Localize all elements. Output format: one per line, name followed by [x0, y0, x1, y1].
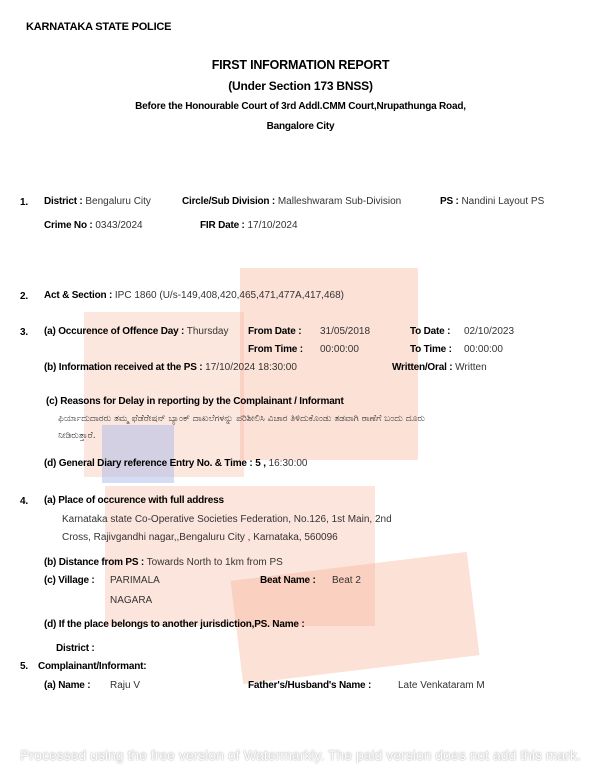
beat-label: Beat Name :	[260, 575, 316, 586]
father-name-value: Late Venkataram M	[398, 680, 485, 691]
org-name: KARNATAKA STATE POLICE	[26, 21, 172, 33]
district-value: Bengaluru City	[85, 196, 151, 207]
to-date-label: To Date :	[410, 326, 451, 337]
circle-label: Circle/Sub Division :	[182, 196, 276, 207]
village-value-line-2: NAGARA	[110, 595, 153, 606]
court-line-1: Before the Honourable Court of 3rd Addl.CMM Court,Nrupathunga Road,	[135, 101, 466, 112]
watermark-text: Processed using the free version of Watermarkly. The paid version does not add this mark.	[20, 747, 581, 763]
act-section-value: IPC 1860 (U/s-149,408,420,465,471,477A,417,468)	[114, 290, 344, 301]
address-line-1: Karnataka state Co-Operative Societies Federation, No.126, 1st Main, 2nd	[62, 514, 392, 525]
offence-day-value: Thursday	[186, 326, 229, 337]
to-time-value: 00:00:00	[464, 344, 503, 355]
info-received-value: 17/10/2024 18:30:00	[205, 362, 297, 373]
address-line-2: Cross, Rajivgandhi nagar,,Bengaluru City , Karnataka, 560096	[62, 532, 338, 543]
delay-reason-line-1: ಫಿರ್ಯಾದುದಾರರು ತಮ್ಮ ಫೆಡೆರೇಷನ್ ಬ್ಯಾಂಕ್ ದಾಖಲೆಗಳನ್ನು ಪರಿಶೀಲಿಸಿ ವಿಚಾರ ತಿಳಿದುಕೊಂಡು ತಡವಾಗಿ ಠಾಣೆಗೆ ಬಂದು ದೂರು	[58, 414, 425, 424]
section-number: 5.	[20, 661, 28, 672]
watermark-shape	[102, 425, 174, 483]
name-label: (a) Name :	[44, 680, 91, 691]
from-date-value: 31/05/2018	[320, 326, 371, 337]
written-oral-value: Written	[455, 362, 487, 373]
district-label: District :	[44, 196, 83, 207]
circle-row	[182, 196, 401, 207]
from-date-label: From Date :	[248, 326, 302, 337]
to-time-label: To Time :	[410, 344, 452, 355]
ps-value: Nandini Layout PS	[461, 196, 545, 207]
jurisdiction-label: (d) If the place belongs to another jurisdiction,PS. Name :	[44, 619, 305, 630]
ps-row	[440, 196, 544, 207]
info-received-row	[44, 362, 297, 373]
document-title: FIRST INFORMATION REPORT	[211, 58, 390, 72]
fir-date-label: FIR Date :	[200, 220, 245, 231]
distance-row	[44, 557, 283, 568]
village-value-line-1: PARIMALA	[110, 575, 160, 586]
crime-value: 0343/2024	[95, 220, 143, 231]
written-oral-row	[392, 362, 487, 373]
from-time-value: 00:00:00	[320, 344, 359, 355]
district-row	[44, 196, 151, 207]
general-diary-time: 16:30:00	[268, 458, 308, 469]
general-diary-row	[44, 458, 308, 469]
info-received-label: (b) Information received at the PS :	[44, 362, 203, 373]
delay-reason-label: (c) Reasons for Delay in reporting by the Complainant / Informant	[46, 396, 344, 407]
village-label: (c) Village :	[44, 575, 95, 586]
general-diary-entry: 5 ,	[255, 458, 266, 469]
section-number: 3.	[20, 327, 28, 338]
document-subtitle: (Under Section 173 BNSS)	[228, 79, 373, 93]
written-oral-label: Written/Oral :	[392, 362, 453, 373]
distance-value: Towards North to 1km from PS	[146, 557, 283, 568]
act-section-label: Act & Section :	[44, 290, 113, 301]
circle-value: Malleshwaram Sub-Division	[277, 196, 402, 207]
general-diary-label: (d) General Diary reference Entry No. & Time :	[44, 458, 253, 469]
section-number: 4.	[20, 496, 28, 507]
court-line-2: Bangalore City	[266, 121, 335, 132]
beat-value: Beat 2	[332, 575, 361, 586]
from-time-label: From Time :	[248, 344, 303, 355]
fir-date-value: 17/10/2024	[247, 220, 298, 231]
offence-day-row	[44, 326, 228, 337]
section-number: 1.	[20, 197, 28, 208]
act-section-row	[44, 290, 344, 301]
ps-label: PS :	[440, 196, 459, 207]
crime-row	[44, 220, 143, 231]
distance-label: (b) Distance from PS :	[44, 557, 145, 568]
offence-day-label: (a) Occurence of Offence Day :	[44, 326, 185, 337]
father-name-label: Father's/Husband's Name :	[248, 680, 372, 691]
section-number: 2.	[20, 291, 28, 302]
crime-label: Crime No :	[44, 220, 93, 231]
to-date-value: 02/10/2023	[464, 326, 515, 337]
delay-reason-line-2: ನೀಡಿರುತ್ತಾರೆ.	[58, 431, 96, 441]
name-value: Raju V	[110, 680, 141, 691]
jurisdiction-district-label: District :	[56, 643, 95, 654]
place-label: (a) Place of occurence with full address	[44, 495, 224, 506]
fir-date-row	[200, 220, 298, 231]
complainant-label: Complainant/Informant:	[38, 661, 147, 672]
